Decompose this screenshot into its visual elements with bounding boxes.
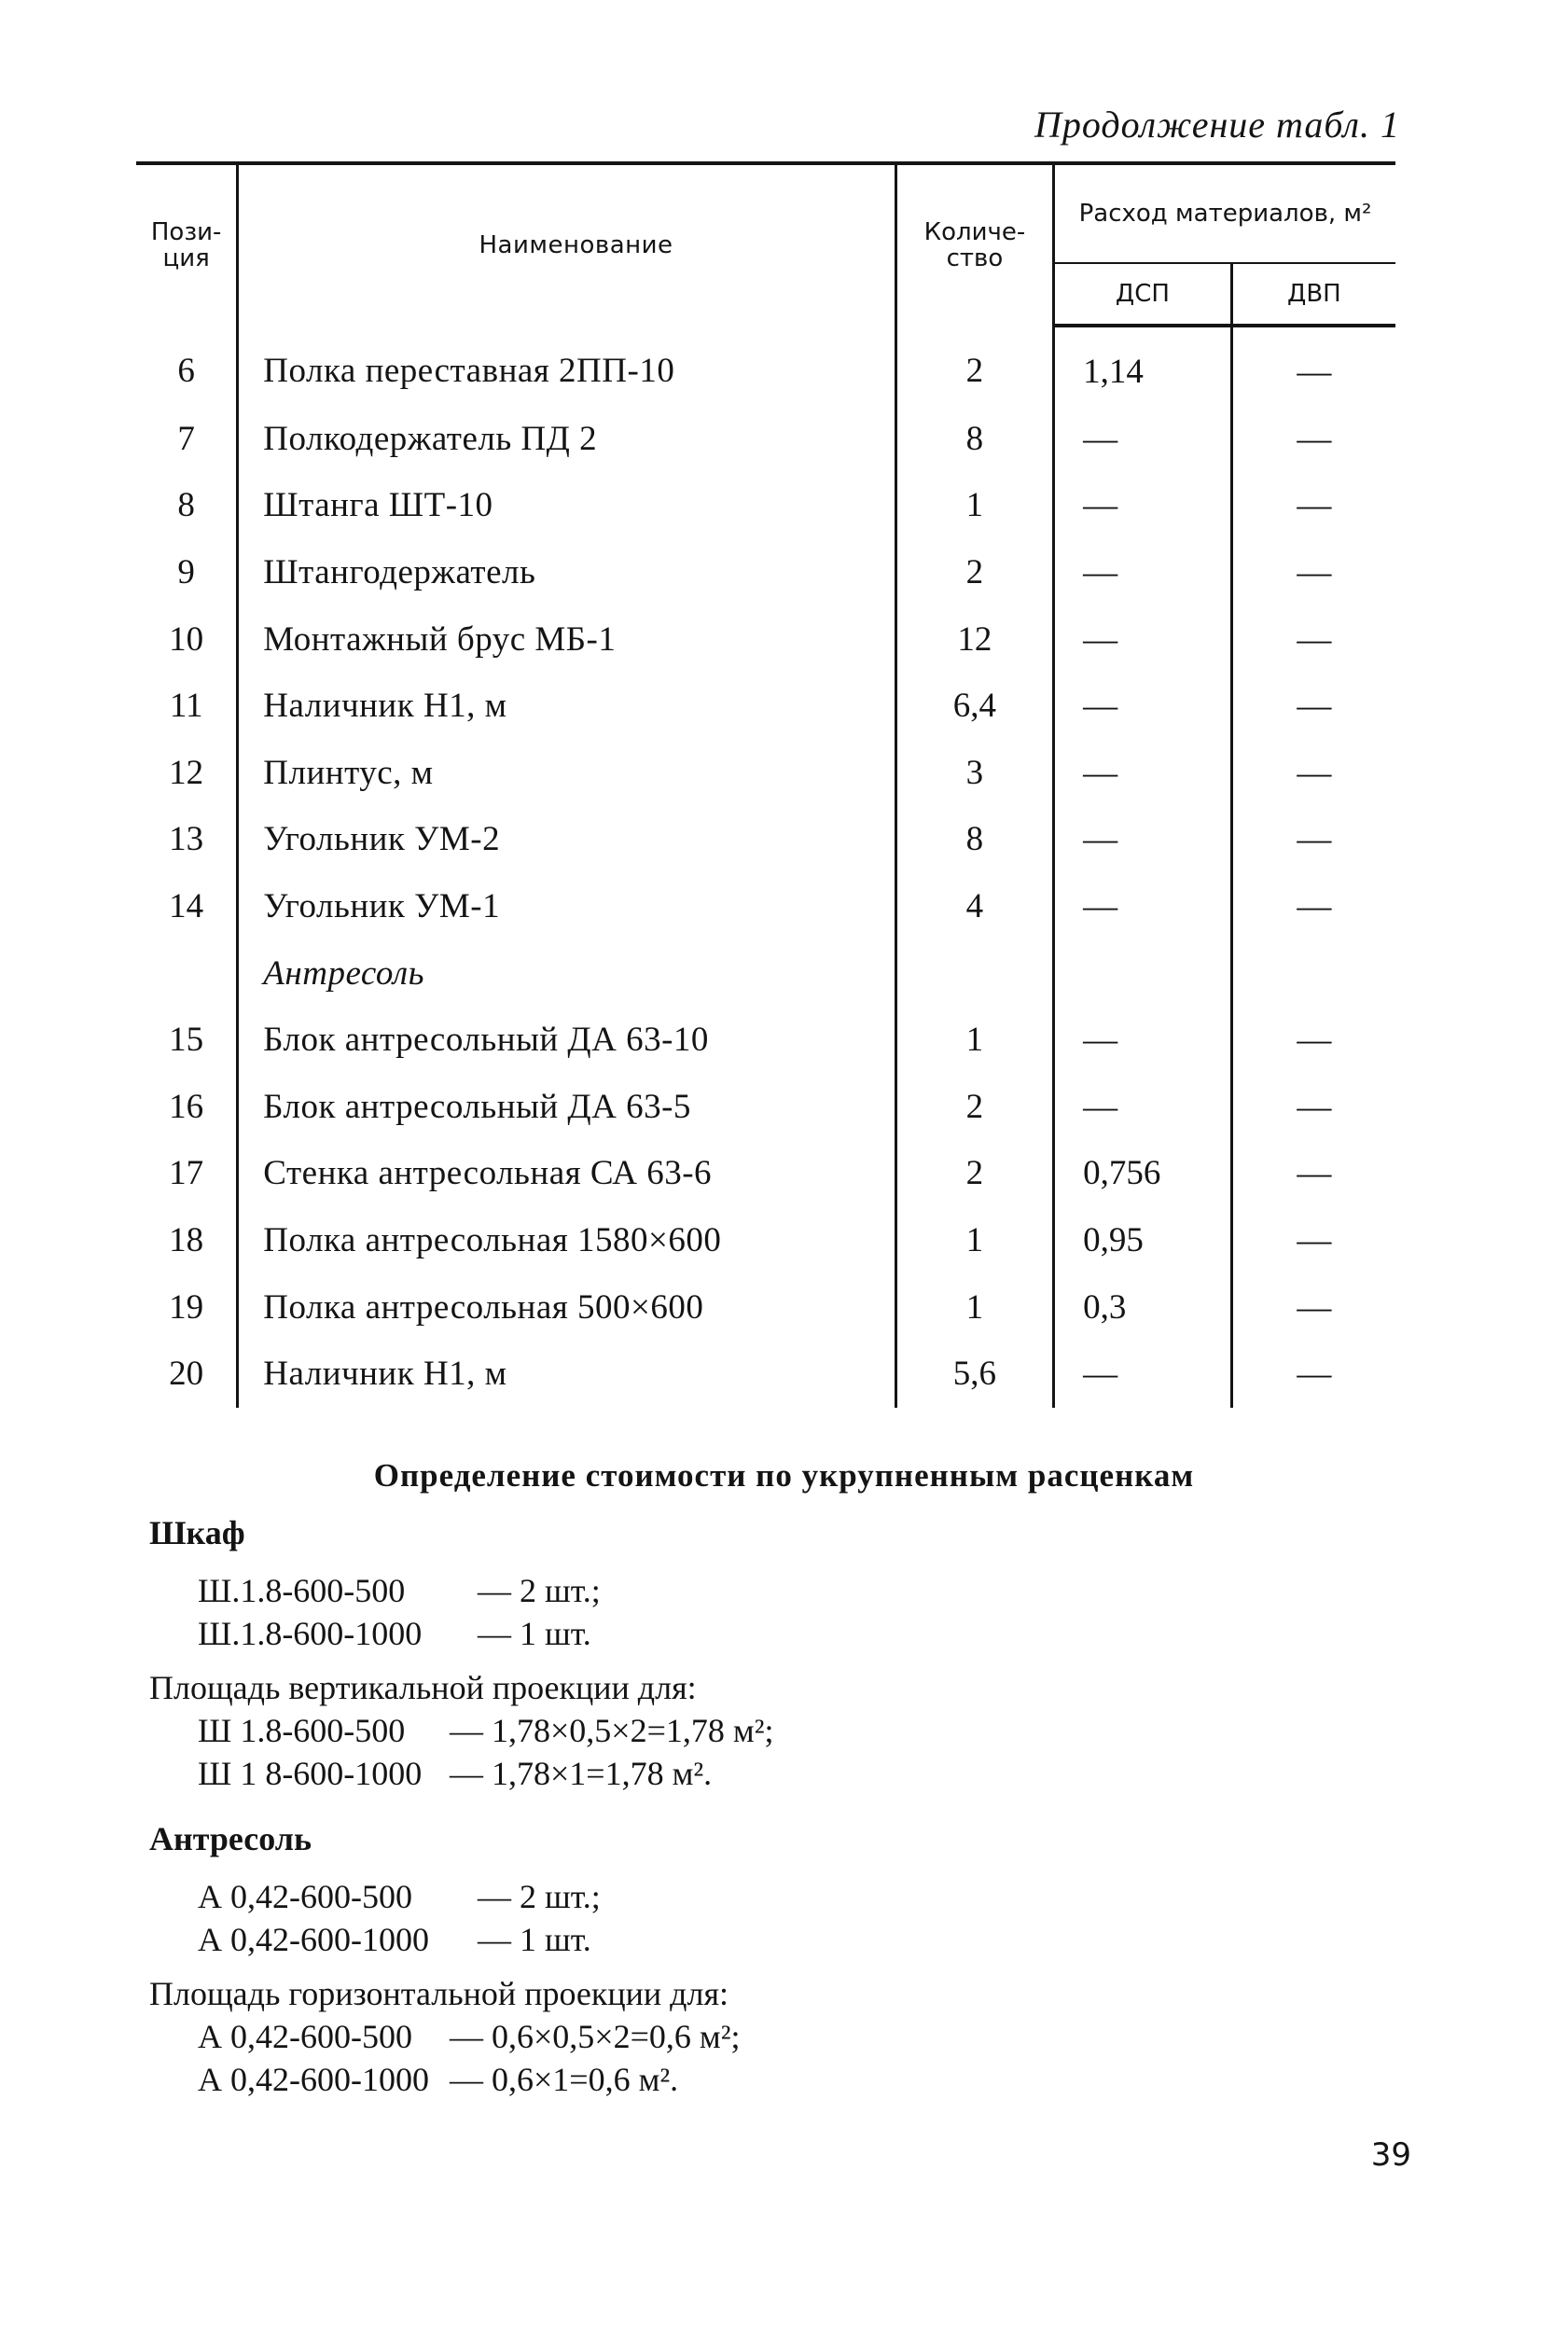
cell-name: Плинтус, м [238, 740, 895, 807]
materials-table [136, 161, 1395, 1408]
cell-dvp: — [1231, 1341, 1395, 1408]
cell-position: 6 [177, 352, 195, 391]
cell-dsp: — [1054, 673, 1232, 740]
cabinet-area [149, 1752, 773, 1795]
cell-name: Монтажный брус МБ-1 [238, 605, 895, 673]
cabinet-item-code: Ш.1.8-600-500 [198, 1572, 406, 1609]
cell-dsp: — [1054, 1007, 1232, 1074]
cabinet-item-count: — 1 шт. [478, 1615, 591, 1652]
cell-dsp: — [1054, 539, 1232, 606]
cell-dsp: — [1054, 1341, 1232, 1408]
cell-name: Штанга ШТ-10 [238, 472, 895, 539]
mezzanine-area [149, 2058, 740, 2101]
cell-name: Стенка антресольная СА 63-6 [238, 1140, 895, 1207]
mezzanine-area-code: А 0,42-600-1000 [198, 2061, 429, 2098]
cell-position: 19 [169, 1287, 204, 1327]
mezzanine-heading: Антресоль [149, 1820, 312, 1857]
cell-name: Полка переставная 2ПП-10 [238, 326, 895, 406]
cabinet-item [149, 1612, 773, 1655]
cell-position: 8 [177, 486, 195, 525]
cell-dvp: — [1231, 1140, 1395, 1207]
cabinet-item [149, 1569, 773, 1612]
cabinet-area-label: Площадь вертикальной проекции для: [149, 1669, 697, 1706]
cell-quantity: 2 [895, 539, 1053, 606]
cell-dsp: 0,756 [1054, 1140, 1232, 1207]
table-row [136, 873, 1395, 940]
mezzanine-item-count: — 2 шт.; [478, 1878, 601, 1915]
cabinet-block [149, 1511, 773, 1795]
cell-name: Блок антресольный ДА 63-10 [238, 1007, 895, 1074]
cell-quantity: 8 [895, 806, 1053, 873]
cell-position: 14 [169, 887, 204, 926]
table-row [136, 939, 1395, 1007]
cell-dsp: — [1054, 873, 1232, 940]
table-row [136, 1007, 1395, 1074]
cell-dsp: 1,14 [1054, 326, 1232, 406]
table-row [136, 406, 1395, 473]
cell-dvp [1231, 939, 1395, 1007]
header-dvp: ДВП [1231, 263, 1395, 326]
cell-quantity: 1 [895, 472, 1053, 539]
cell-quantity: 12 [895, 605, 1053, 673]
cell-position: 12 [169, 753, 204, 792]
cell-name: Наличник Н1, м [238, 1341, 895, 1408]
cell-dsp: — [1054, 406, 1232, 473]
cell-position: 16 [169, 1087, 204, 1126]
cell-name: Антресоль [238, 939, 895, 1007]
mezzanine-item-count: — 1 шт. [478, 1921, 591, 1958]
table-row [136, 472, 1395, 539]
mezzanine-area-formula: — 0,6×1=0,6 м². [450, 2061, 679, 2098]
cell-dvp: — [1231, 472, 1395, 539]
cell-dsp: — [1054, 1074, 1232, 1141]
cabinet-area-formula: — 1,78×1=1,78 м². [450, 1755, 713, 1792]
cell-position: 13 [169, 820, 204, 859]
cell-name: Блок антресольный ДА 63-5 [238, 1074, 895, 1141]
cell-position: 11 [169, 687, 203, 726]
cell-position: 9 [177, 553, 195, 592]
cell-dsp: 0,3 [1054, 1273, 1232, 1341]
mezzanine-area-label: Площадь горизонтальной проекции для: [149, 1975, 728, 2012]
cell-quantity: 4 [895, 873, 1053, 940]
cabinet-area-code: Ш 1 8-600-1000 [198, 1755, 423, 1792]
cabinet-item-count: — 2 шт.; [478, 1572, 601, 1609]
table-row [136, 605, 1395, 673]
mezzanine-item [149, 1875, 740, 1918]
header-quantity: Количе- ство [895, 163, 1053, 326]
cell-name: Полка антресольная 500×600 [238, 1273, 895, 1341]
section-title: Определение стоимости по укрупненным расценкам [373, 1457, 1195, 1494]
cell-position: 17 [169, 1154, 204, 1193]
mezzanine-item-code: А 0,42-600-500 [198, 1878, 412, 1915]
cell-name: Угольник УМ-1 [238, 873, 895, 940]
table-row [136, 326, 1395, 406]
mezzanine-item-code: А 0,42-600-1000 [198, 1921, 429, 1958]
cabinet-heading: Шкаф [149, 1514, 245, 1551]
header-consumption: Расход материалов, м² [1054, 163, 1395, 263]
cell-position: 20 [169, 1355, 204, 1394]
cell-dvp: — [1231, 806, 1395, 873]
cell-dsp: 0,95 [1054, 1207, 1232, 1274]
cell-name: Штангодержатель [238, 539, 895, 606]
mezzanine-item [149, 1918, 740, 1961]
cell-name: Полка антресольная 1580×600 [238, 1207, 895, 1274]
header-name: Наименование [238, 163, 895, 326]
table-row [136, 1074, 1395, 1141]
mezzanine-block [149, 1817, 740, 2101]
table-row [136, 1273, 1395, 1341]
cell-quantity: 5,6 [895, 1341, 1053, 1408]
cell-position: 7 [177, 419, 195, 458]
cell-dsp: — [1054, 806, 1232, 873]
cell-quantity: 1 [895, 1273, 1053, 1341]
cell-dsp: — [1054, 740, 1232, 807]
table-row [136, 539, 1395, 606]
header-dsp: ДСП [1054, 263, 1232, 326]
cell-name: Угольник УМ-2 [238, 806, 895, 873]
page-number: 39 [1370, 2136, 1411, 2174]
cell-quantity: 1 [895, 1207, 1053, 1274]
cell-name: Наличник Н1, м [238, 673, 895, 740]
cell-position: 15 [169, 1021, 204, 1060]
cell-dvp: — [1231, 1074, 1395, 1141]
cell-dvp: — [1231, 539, 1395, 606]
table-continuation-caption: Продолжение табл. 1 [1034, 104, 1400, 146]
cell-dvp: — [1231, 740, 1395, 807]
cell-dvp: — [1231, 1007, 1395, 1074]
cell-quantity [895, 939, 1053, 1007]
cell-dvp: — [1231, 873, 1395, 940]
cell-dvp: — [1231, 605, 1395, 673]
cell-quantity: 2 [895, 326, 1053, 406]
cell-position [136, 939, 238, 1007]
table-row [136, 673, 1395, 740]
table-row [136, 1140, 1395, 1207]
header-position: Пози- ция [136, 163, 238, 326]
cell-quantity: 3 [895, 740, 1053, 807]
table-row [136, 1341, 1395, 1408]
cell-dvp: — [1231, 406, 1395, 473]
cell-quantity: 6,4 [895, 673, 1053, 740]
cell-dsp [1054, 939, 1232, 1007]
table-row [136, 1207, 1395, 1274]
cell-dvp: — [1231, 673, 1395, 740]
mezzanine-area-formula: — 0,6×0,5×2=0,6 м²; [450, 2018, 741, 2055]
table-row [136, 740, 1395, 807]
cell-dvp: — [1231, 326, 1395, 406]
cabinet-area-formula: — 1,78×0,5×2=1,78 м²; [450, 1712, 774, 1749]
table-row [136, 806, 1395, 873]
cell-dvp: — [1231, 1273, 1395, 1341]
cell-position: 10 [169, 619, 204, 659]
cabinet-area-code: Ш 1.8-600-500 [198, 1712, 406, 1749]
cell-dsp: — [1054, 605, 1232, 673]
cabinet-item-code: Ш.1.8-600-1000 [198, 1615, 423, 1652]
cell-dvp: — [1231, 1207, 1395, 1274]
cell-quantity: 1 [895, 1007, 1053, 1074]
mezzanine-area-code: А 0,42-600-500 [198, 2018, 412, 2055]
cabinet-area [149, 1709, 773, 1752]
cell-quantity: 2 [895, 1074, 1053, 1141]
cell-quantity: 2 [895, 1140, 1053, 1207]
cell-name: Полкодержатель ПД 2 [238, 406, 895, 473]
cell-position: 18 [169, 1221, 204, 1260]
cell-dsp: — [1054, 472, 1232, 539]
cell-quantity: 8 [895, 406, 1053, 473]
mezzanine-area [149, 2015, 740, 2058]
